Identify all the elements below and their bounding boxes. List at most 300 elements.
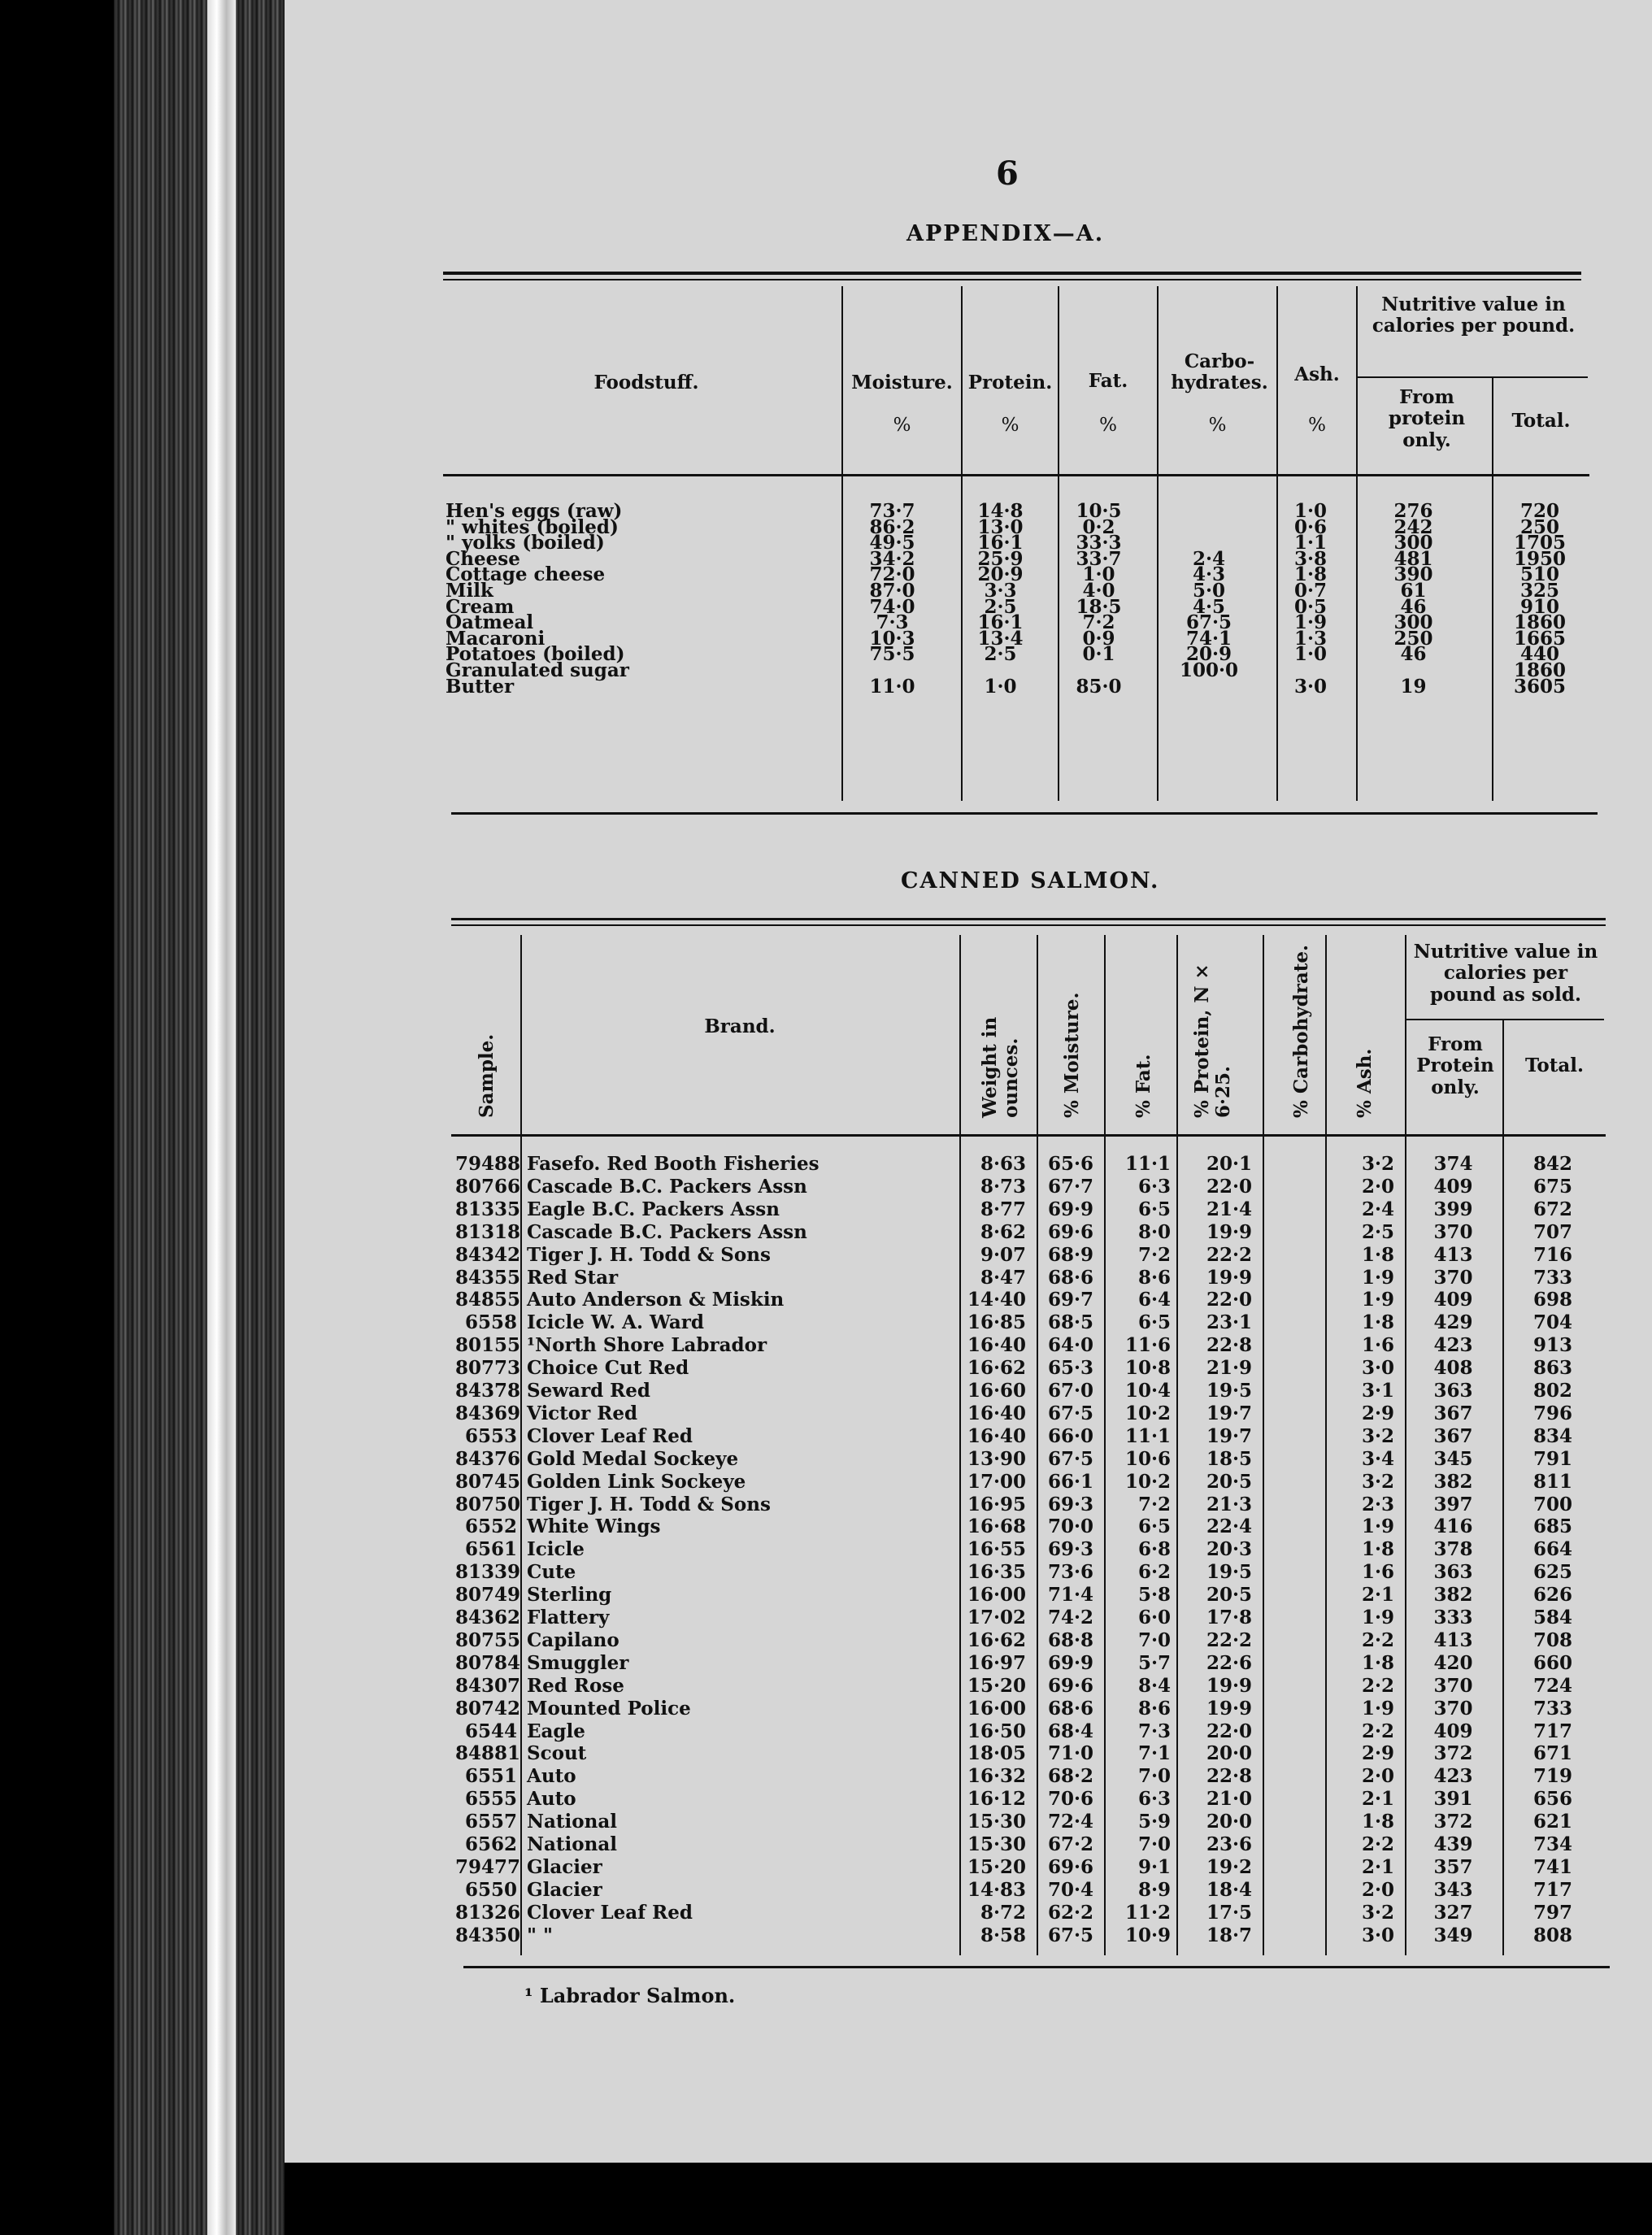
salmon-protein: 20·3 <box>1206 1538 1252 1561</box>
food-carbo: 74·1 <box>1185 627 1232 650</box>
food-carbo: 20·9 <box>1185 643 1232 666</box>
brand-name: Seward Red <box>527 1380 650 1402</box>
salmon-from-protein: 423 <box>1433 1765 1473 1788</box>
food-fat: 1·0 <box>1082 563 1115 586</box>
table-a-top-rule-2 <box>443 279 1581 280</box>
salmon-protein: 19·7 <box>1206 1424 1252 1447</box>
food-from-protein: 276 <box>1393 500 1433 522</box>
brand-name: Glacier <box>527 1855 602 1878</box>
page-number: 6 <box>996 154 1019 193</box>
salmon-moisture: 68·4 <box>1047 1720 1093 1742</box>
food-moisture: 75·5 <box>869 643 915 666</box>
salmon-ash: 2·2 <box>1361 1674 1394 1697</box>
salmon-protein: 22·6 <box>1206 1651 1252 1674</box>
salmon-fat: 9·1 <box>1137 1855 1171 1878</box>
food-fat: 0·2 <box>1082 515 1115 538</box>
salmon-moisture: 67·5 <box>1047 1402 1093 1424</box>
salmon-total: 626 <box>1532 1584 1572 1607</box>
food-moisture: 34·2 <box>869 547 915 570</box>
salmon-from-protein: 343 <box>1433 1878 1473 1901</box>
food-carbo: 4·3 <box>1192 563 1225 586</box>
header-from-protein: From protein only. <box>1388 386 1466 451</box>
salmon-weight: 14·83 <box>967 1878 1026 1901</box>
food-protein: 14·8 <box>977 500 1024 522</box>
sample-id: 81335 <box>455 1198 521 1220</box>
salmon-fat: 7·2 <box>1137 1243 1171 1266</box>
salmon-from-protein: 409 <box>1433 1720 1473 1742</box>
food-total: 510 <box>1519 563 1559 586</box>
food-fat: 85·0 <box>1076 675 1122 698</box>
food-ash: 1·1 <box>1293 532 1327 554</box>
unit-fat: % <box>1099 415 1117 436</box>
salmon-moisture: 68·8 <box>1047 1628 1093 1651</box>
food-ash: 3·0 <box>1293 675 1327 698</box>
salmon-ash: 3·2 <box>1361 1901 1394 1924</box>
salmon-fat: 10·8 <box>1124 1357 1171 1380</box>
food-moisture: 49·5 <box>869 532 915 554</box>
salmon-weight: 9·07 <box>980 1243 1026 1266</box>
food-name: Potatoes (boiled) <box>446 643 625 666</box>
salmon-fat: 7·0 <box>1137 1765 1171 1788</box>
food-protein: 20·9 <box>977 563 1024 586</box>
salmon-ash: 2·3 <box>1361 1493 1394 1515</box>
salmon-moisture: 68·5 <box>1047 1311 1093 1334</box>
salmon-from-protein: 370 <box>1433 1220 1473 1243</box>
brand-name: Auto Anderson & Miskin <box>527 1289 785 1311</box>
salmon-ash: 2·5 <box>1361 1220 1394 1243</box>
salmon-moisture: 66·1 <box>1047 1470 1093 1493</box>
salmon-protein: 22·2 <box>1206 1243 1252 1266</box>
food-from-protein: 390 <box>1393 563 1433 586</box>
table-b-bottom-rule <box>463 1966 1610 1968</box>
salmon-fat: 8·6 <box>1137 1266 1171 1289</box>
food-name: " yolks (boiled) <box>446 532 605 554</box>
salmon-total: 863 <box>1532 1357 1572 1380</box>
salmon-ash: 1·8 <box>1361 1811 1394 1833</box>
salmon-fat: 10·9 <box>1124 1924 1171 1946</box>
salmon-ash: 3·1 <box>1361 1380 1394 1402</box>
sample-id: 81339 <box>455 1561 521 1584</box>
salmon-ash: 2·4 <box>1361 1198 1394 1220</box>
salmon-ash: 2·0 <box>1361 1175 1394 1198</box>
food-carbo: 100·0 <box>1179 659 1239 681</box>
salmon-total: 671 <box>1532 1742 1572 1765</box>
salmon-weight: 17·02 <box>967 1607 1026 1628</box>
food-moisture: 72·0 <box>869 563 915 586</box>
brand-name: Glacier <box>527 1878 602 1901</box>
salmon-from-protein: 357 <box>1433 1855 1473 1878</box>
salmon-from-protein: 367 <box>1433 1424 1473 1447</box>
salmon-moisture: 69·6 <box>1047 1220 1093 1243</box>
table-a-col-divider <box>1492 378 1493 801</box>
salmon-from-protein: 439 <box>1433 1833 1473 1855</box>
salmon-protein: 19·9 <box>1206 1220 1252 1243</box>
salmon-from-protein: 423 <box>1433 1334 1473 1357</box>
food-name: " whites (boiled) <box>446 515 619 538</box>
sample-id: 80745 <box>455 1470 521 1493</box>
salmon-weight: 16·40 <box>967 1402 1026 1424</box>
food-total: 325 <box>1519 580 1559 602</box>
food-ash: 1·0 <box>1293 643 1327 666</box>
salmon-weight: 16·85 <box>967 1311 1026 1334</box>
sample-id: 84342 <box>455 1243 521 1266</box>
salmon-protein: 22·0 <box>1206 1720 1252 1742</box>
header-foodstuff: Foodstuff. <box>593 372 699 394</box>
table-a-col-divider <box>1157 286 1159 801</box>
salmon-total: 656 <box>1532 1788 1572 1811</box>
brand-name: Red Star <box>527 1266 619 1289</box>
salmon-total: 797 <box>1532 1901 1572 1924</box>
food-fat: 0·1 <box>1082 643 1115 666</box>
salmon-fat: 11·6 <box>1124 1334 1171 1357</box>
salmon-weight: 8·47 <box>980 1266 1026 1289</box>
salmon-ash: 2·9 <box>1361 1402 1394 1424</box>
table-a-bottom-rule <box>451 812 1598 815</box>
salmon-protein: 22·0 <box>1206 1175 1252 1198</box>
salmon-total: 734 <box>1532 1833 1572 1855</box>
salmon-total: 700 <box>1532 1493 1572 1515</box>
salmon-fat: 8·0 <box>1137 1220 1171 1243</box>
salmon-moisture: 73·6 <box>1047 1561 1093 1584</box>
table-a-col-divider <box>1058 286 1059 801</box>
food-moisture: 74·0 <box>869 595 915 618</box>
food-from-protein: 300 <box>1393 611 1433 634</box>
food-from-protein: 19 <box>1400 675 1427 698</box>
salmon-from-protein: 367 <box>1433 1402 1473 1424</box>
salmon-weight: 8·77 <box>980 1198 1026 1220</box>
salmon-from-protein: 382 <box>1433 1470 1473 1493</box>
food-total: 250 <box>1519 515 1559 538</box>
table-b-col-divider <box>520 935 522 1955</box>
salmon-fat: 11·2 <box>1124 1901 1171 1924</box>
brand-name: Eagle <box>527 1720 585 1742</box>
salmon-weight: 8·58 <box>980 1924 1026 1946</box>
salmon-ash: 2·2 <box>1361 1720 1394 1742</box>
salmon-from-protein: 429 <box>1433 1311 1473 1334</box>
salmon-fat: 5·9 <box>1137 1811 1171 1833</box>
sample-id: 6558 <box>464 1311 517 1334</box>
salmon-ash: 1·9 <box>1361 1515 1394 1538</box>
salmon-weight: 16·00 <box>967 1697 1026 1720</box>
food-ash: 1·8 <box>1293 563 1327 586</box>
salmon-protein: 20·0 <box>1206 1742 1252 1765</box>
salmon-fat: 6·5 <box>1137 1198 1171 1220</box>
salmon-protein: 22·8 <box>1206 1765 1252 1788</box>
salmon-protein: 17·8 <box>1206 1607 1252 1628</box>
salmon-from-protein: 416 <box>1433 1515 1473 1538</box>
salmon-weight: 16·35 <box>967 1561 1026 1584</box>
salmon-moisture: 68·6 <box>1047 1697 1093 1720</box>
food-carbo: 67·5 <box>1185 611 1232 634</box>
salmon-total: 672 <box>1532 1198 1572 1220</box>
salmon-total: 708 <box>1532 1628 1572 1651</box>
salmon-moisture: 70·0 <box>1047 1515 1093 1538</box>
brand-name: Icicle <box>527 1538 585 1561</box>
brand-name: Auto <box>527 1788 576 1811</box>
food-total: 1860 <box>1513 611 1566 634</box>
salmon-moisture: 67·5 <box>1047 1447 1093 1470</box>
salmon-protein: 19·5 <box>1206 1380 1252 1402</box>
brand-name: Auto <box>527 1765 576 1788</box>
salmon-protein: 20·0 <box>1206 1811 1252 1833</box>
food-name: Butter <box>446 675 515 698</box>
sample-id: 84881 <box>455 1742 521 1765</box>
header-fat-pct: % Fat. <box>1132 1054 1154 1118</box>
salmon-protein: 21·4 <box>1206 1198 1252 1220</box>
table-b-nutritive-rule <box>1405 1019 1604 1020</box>
salmon-ash: 3·0 <box>1361 1357 1394 1380</box>
brand-name: Icicle W. A. Ward <box>527 1311 704 1334</box>
food-fat: 33·7 <box>1076 547 1122 570</box>
brand-name: National <box>527 1833 617 1855</box>
header-weight: Weight in ounces. <box>979 1016 1023 1118</box>
food-ash: 0·5 <box>1293 595 1327 618</box>
salmon-ash: 2·1 <box>1361 1788 1394 1811</box>
food-ash: 1·0 <box>1293 500 1327 522</box>
salmon-total: 733 <box>1532 1697 1572 1720</box>
header-protein: Protein. <box>967 372 1053 394</box>
salmon-weight: 17·00 <box>967 1470 1026 1493</box>
table-a-col-divider <box>1276 286 1278 801</box>
salmon-fat: 6·3 <box>1137 1788 1171 1811</box>
footnote: ¹ Labrador Salmon. <box>524 1984 736 2007</box>
food-total: 3605 <box>1513 675 1566 698</box>
salmon-moisture: 69·3 <box>1047 1538 1093 1561</box>
salmon-from-protein: 397 <box>1433 1493 1473 1515</box>
sample-id: 6555 <box>464 1788 517 1811</box>
food-protein: 16·1 <box>977 611 1024 634</box>
header-ash: Ash. <box>1294 363 1340 385</box>
salmon-total: 584 <box>1532 1607 1572 1628</box>
salmon-protein: 19·7 <box>1206 1402 1252 1424</box>
salmon-ash: 3·4 <box>1361 1447 1394 1470</box>
sample-id: 6557 <box>464 1811 517 1833</box>
salmon-total: 719 <box>1532 1765 1572 1788</box>
salmon-protein: 18·7 <box>1206 1924 1252 1946</box>
food-protein: 13·0 <box>977 515 1024 538</box>
salmon-total: 842 <box>1532 1153 1572 1175</box>
salmon-moisture: 68·6 <box>1047 1266 1093 1289</box>
unit-moisture: % <box>893 415 911 436</box>
salmon-fat: 8·6 <box>1137 1697 1171 1720</box>
brand-name: Smuggler <box>527 1651 629 1674</box>
salmon-weight: 8·73 <box>980 1175 1026 1198</box>
salmon-fat: 6·2 <box>1137 1561 1171 1584</box>
sample-id: 6562 <box>464 1833 517 1855</box>
salmon-from-protein: 370 <box>1433 1674 1473 1697</box>
salmon-moisture: 62·2 <box>1047 1901 1093 1924</box>
brand-name: Eagle B.C. Packers Assn <box>527 1198 780 1220</box>
salmon-ash: 3·2 <box>1361 1470 1394 1493</box>
salmon-protein: 19·2 <box>1206 1855 1252 1878</box>
header-ash-pct: % Ash. <box>1354 1048 1376 1118</box>
salmon-weight: 16·97 <box>967 1651 1026 1674</box>
table-a-col-divider <box>841 286 843 801</box>
salmon-ash: 1·6 <box>1361 1561 1394 1584</box>
food-moisture: 87·0 <box>869 580 915 602</box>
salmon-moisture: 72·4 <box>1047 1811 1093 1833</box>
salmon-moisture: 65·6 <box>1047 1153 1093 1175</box>
salmon-fat: 10·6 <box>1124 1447 1171 1470</box>
salmon-ash: 1·9 <box>1361 1607 1394 1628</box>
sample-id: 81326 <box>455 1901 521 1924</box>
salmon-weight: 15·20 <box>967 1855 1026 1878</box>
salmon-fat: 7·1 <box>1137 1742 1171 1765</box>
sample-id: 84855 <box>455 1289 521 1311</box>
brand-name: Clover Leaf Red <box>527 1901 693 1924</box>
salmon-from-protein: 363 <box>1433 1380 1473 1402</box>
food-ash: 0·6 <box>1293 515 1327 538</box>
salmon-ash: 2·1 <box>1361 1584 1394 1607</box>
salmon-ash: 1·8 <box>1361 1651 1394 1674</box>
salmon-from-protein: 370 <box>1433 1697 1473 1720</box>
salmon-from-protein: 413 <box>1433 1628 1473 1651</box>
salmon-fat: 8·9 <box>1137 1878 1171 1901</box>
salmon-from-protein: 370 <box>1433 1266 1473 1289</box>
unit-protein: % <box>1001 415 1019 436</box>
sample-id: 6551 <box>464 1765 517 1788</box>
food-carbo: 5·0 <box>1192 580 1225 602</box>
salmon-from-protein: 408 <box>1433 1357 1473 1380</box>
sample-id: 6561 <box>464 1538 517 1561</box>
salmon-from-protein: 378 <box>1433 1538 1473 1561</box>
food-moisture: 86·2 <box>869 515 915 538</box>
salmon-total: 716 <box>1532 1243 1572 1266</box>
salmon-protein: 23·1 <box>1206 1311 1252 1334</box>
salmon-protein: 19·9 <box>1206 1674 1252 1697</box>
food-ash: 1·9 <box>1293 611 1327 634</box>
salmon-total: 698 <box>1532 1289 1572 1311</box>
salmon-weight: 13·90 <box>967 1447 1026 1470</box>
salmon-fat: 5·7 <box>1137 1651 1171 1674</box>
sample-id: 79477 <box>455 1855 521 1878</box>
salmon-moisture: 71·0 <box>1047 1742 1093 1765</box>
food-fat: 7·2 <box>1082 611 1115 634</box>
brand-name: Sterling <box>527 1584 612 1607</box>
food-ash: 1·3 <box>1293 627 1327 650</box>
food-total: 910 <box>1519 595 1559 618</box>
salmon-protein: 18·4 <box>1206 1878 1252 1901</box>
salmon-from-protein: 372 <box>1433 1742 1473 1765</box>
header-from-protein-only: From Protein only. <box>1416 1033 1494 1098</box>
salmon-ash: 3·2 <box>1361 1153 1394 1175</box>
salmon-total: 685 <box>1532 1515 1572 1538</box>
salmon-weight: 15·30 <box>967 1833 1026 1855</box>
salmon-from-protein: 345 <box>1433 1447 1473 1470</box>
salmon-total: 621 <box>1532 1811 1572 1833</box>
sample-id: 80742 <box>455 1697 521 1720</box>
food-protein: 13·4 <box>977 627 1024 650</box>
salmon-total: 664 <box>1532 1538 1572 1561</box>
food-protein: 1·0 <box>984 675 1017 698</box>
food-protein: 2·5 <box>984 595 1017 618</box>
salmon-ash: 1·9 <box>1361 1697 1394 1720</box>
header-nutritive-value-sold: Nutritive value in calories per pound as sold. <box>1413 941 1598 1006</box>
table-a-header-rule <box>443 474 1589 476</box>
salmon-fat: 7·2 <box>1137 1493 1171 1515</box>
header-carbohydrate-pct: % Carbohydrate. <box>1290 944 1312 1118</box>
salmon-ash: 2·9 <box>1361 1742 1394 1765</box>
brand-name: " " <box>527 1924 553 1946</box>
brand-name: White Wings <box>527 1515 661 1538</box>
salmon-protein: 20·5 <box>1206 1584 1252 1607</box>
table-a-top-rule <box>443 272 1581 275</box>
salmon-moisture: 69·9 <box>1047 1198 1093 1220</box>
brand-name: Red Rose <box>527 1674 624 1697</box>
salmon-fat: 6·5 <box>1137 1311 1171 1334</box>
salmon-weight: 16·60 <box>967 1380 1026 1402</box>
food-total: 1665 <box>1513 627 1566 650</box>
food-fat: 0·9 <box>1082 627 1115 650</box>
food-protein: 2·5 <box>984 643 1017 666</box>
food-name: Hen's eggs (raw) <box>446 500 623 522</box>
brand-name: ¹North Shore Labrador <box>527 1334 767 1357</box>
header-carbohydrates: Carbo-hydrates. <box>1171 350 1268 394</box>
salmon-fat: 6·4 <box>1137 1289 1171 1311</box>
salmon-moisture: 64·0 <box>1047 1334 1093 1357</box>
salmon-protein: 22·4 <box>1206 1515 1252 1538</box>
food-protein: 25·9 <box>977 547 1024 570</box>
salmon-total: 660 <box>1532 1651 1572 1674</box>
food-name: Cottage cheese <box>446 563 606 586</box>
sample-id: 80766 <box>455 1175 521 1198</box>
salmon-from-protein: 399 <box>1433 1198 1473 1220</box>
food-from-protein: 46 <box>1400 643 1427 666</box>
table-b-top-rule <box>451 918 1606 920</box>
salmon-weight: 14·40 <box>967 1289 1026 1311</box>
salmon-ash: 2·0 <box>1361 1765 1394 1788</box>
book-binding-highlight <box>207 0 236 2235</box>
salmon-total: 834 <box>1532 1424 1572 1447</box>
salmon-ash: 2·2 <box>1361 1628 1394 1651</box>
salmon-total: 704 <box>1532 1311 1572 1334</box>
salmon-weight: 16·00 <box>967 1584 1026 1607</box>
food-name: Cream <box>446 595 515 618</box>
salmon-ash: 1·6 <box>1361 1334 1394 1357</box>
salmon-weight: 8·72 <box>980 1901 1026 1924</box>
food-from-protein: 61 <box>1400 580 1427 602</box>
header-fat: Fat. <box>1088 370 1128 392</box>
salmon-from-protein: 374 <box>1433 1153 1473 1175</box>
salmon-total: 717 <box>1532 1720 1572 1742</box>
salmon-from-protein: 333 <box>1433 1607 1473 1628</box>
salmon-moisture: 74·2 <box>1047 1607 1093 1628</box>
sample-id: 79488 <box>455 1153 521 1175</box>
brand-name: Clover Leaf Red <box>527 1424 693 1447</box>
food-protein: 3·3 <box>984 580 1017 602</box>
table-a-nutritive-rule <box>1356 376 1588 378</box>
food-carbo: 2·4 <box>1192 547 1225 570</box>
sample-id: 84355 <box>455 1266 521 1289</box>
salmon-ash: 1·8 <box>1361 1243 1394 1266</box>
salmon-ash: 1·8 <box>1361 1311 1394 1334</box>
salmon-fat: 7·0 <box>1137 1833 1171 1855</box>
header-brand: Brand. <box>704 1015 776 1037</box>
sample-id: 6552 <box>464 1515 517 1538</box>
salmon-total: 808 <box>1532 1924 1572 1946</box>
salmon-moisture: 69·9 <box>1047 1651 1093 1674</box>
salmon-protein: 21·0 <box>1206 1788 1252 1811</box>
header-nutritive-value: Nutritive value in calories per pound. <box>1372 294 1576 337</box>
brand-name: Tiger J. H. Todd & Sons <box>527 1243 771 1266</box>
salmon-weight: 16·55 <box>967 1538 1026 1561</box>
brand-name: Choice Cut Red <box>527 1357 689 1380</box>
sample-id: 84350 <box>455 1924 521 1946</box>
salmon-weight: 16·40 <box>967 1424 1026 1447</box>
food-moisture: 11·0 <box>869 675 915 698</box>
salmon-weight: 16·12 <box>967 1788 1026 1811</box>
sample-id: 84378 <box>455 1380 521 1402</box>
